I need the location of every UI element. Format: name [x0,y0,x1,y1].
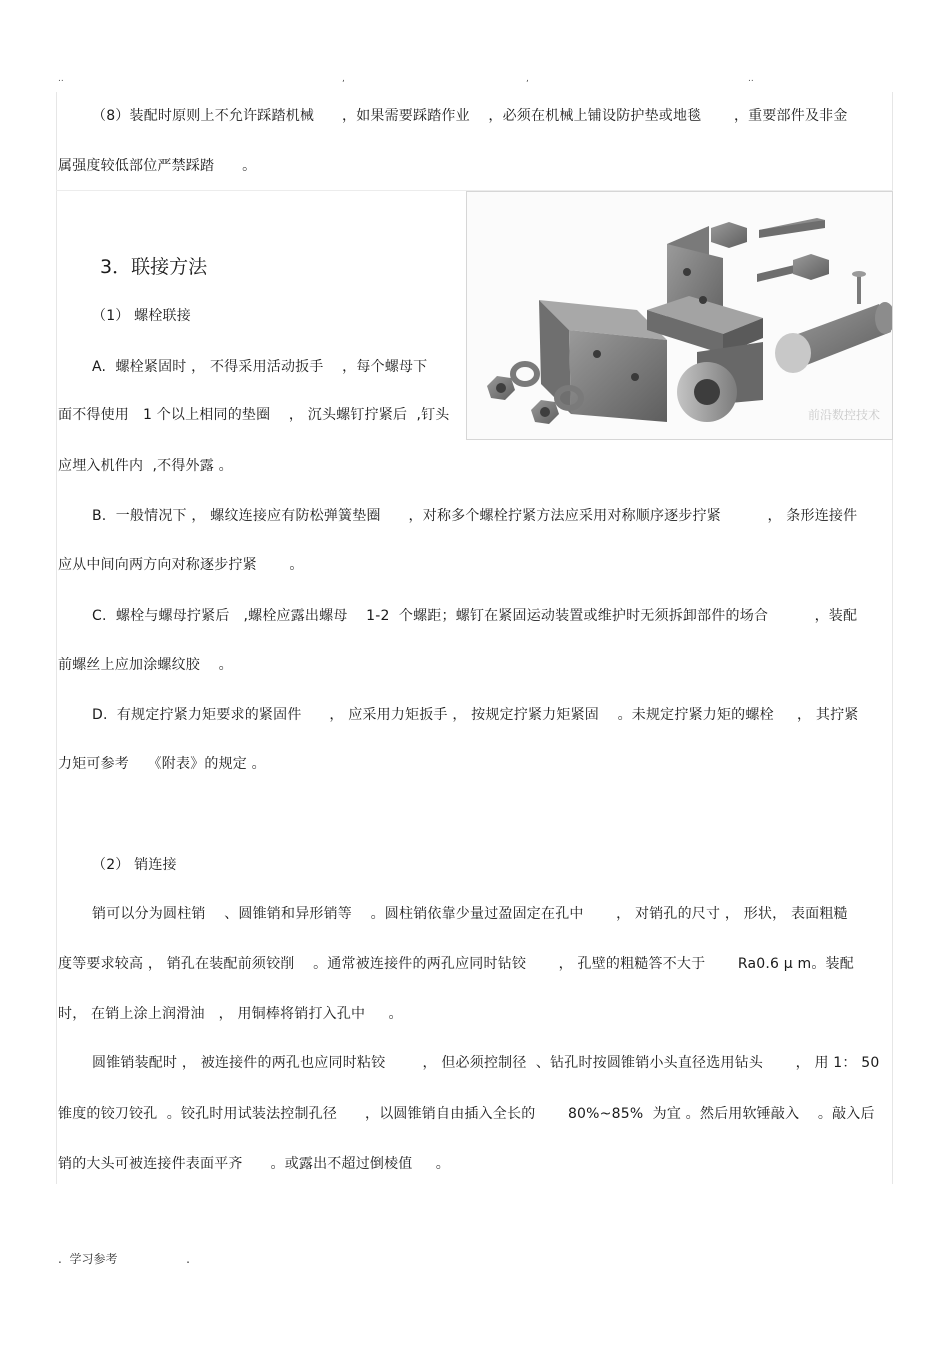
pin-p2-line-1: 圆锥销装配时 ， 被连接件的两孔也应同时粘铰 ， 但必须控制径 、钻孔时按圆锥销小头直径选用钻头 ， 用 1： 50 [92,1055,880,1071]
pin-subtitle: （2） 销连接 [92,857,177,873]
hex-nut [531,400,559,424]
pin-p1-line-1: 销可以分为圆柱销 、圆锥销和异形销等 。圆柱销依靠少量过盈固定在孔中 ， 对销孔的尺寸 ， 形状， 表面粗糙 [92,906,848,922]
bolt-a-line-2: 面不得使用 1 个以上相同的垫圈 ， 沉头螺钉拧紧后 ,钉头 [58,407,450,423]
pin-p2-line-2: 锥度的铰刀铰孔 。铰孔时用试装法控制孔径 ，以圆锥销自由插入全长的 80%~85% 为宜 。然后用软锤敲入 。敲入后 [58,1106,875,1122]
page-footer: . 学习参考 . [58,1252,190,1266]
bolt-subtitle: （1） 螺栓联接 [92,308,191,324]
hex-bolt [757,254,829,282]
bolt-b-line-1: B. 一般情况下 ， 螺纹连接应有防松弹簧垫圈 ，对称多个螺栓拧紧方法应采用对称顺序逐步拧紧 ， 条形连接件 [92,508,858,524]
bolt-d-line-1: D. 有规定拧紧力矩要求的紧固件 ， 应采用力矩扳手 ， 按规定拧紧力矩紧固 。未规定拧紧力矩的螺栓 ， 其拧紧 [92,707,859,723]
bolt-c-line-2: 前螺丝上应加涂螺纹胶 。 [58,657,233,673]
header-mark: .. [748,74,754,84]
pin-p2-line-3: 销的大头可被连接件表面平齐 。或露出不超过倒棱值 。 [58,1156,450,1172]
header-marks [0,74,950,88]
page-frame-left [56,92,57,1184]
bolt-a-line-3: 应埋入机件内 ,不得外露 。 [58,458,233,474]
cylinder-pin [775,271,892,373]
header-mark: .. [58,74,64,84]
paragraph-8-line-2: 属强度较低部位严禁踩踏 。 [58,158,257,174]
hex-bolt [711,218,825,248]
bolt-a-line-1: A. 螺栓紧固时 ， 不得采用活动扳手 ，每个螺母下 [92,359,428,375]
bolt-c-line-1: C. 螺栓与螺母拧紧后 ,螺栓应露出螺母 1-2 个螺距；螺钉在紧固运动装置或维护时无须拆卸部件的场合 ，装配 [92,608,858,624]
figure-watermark: 前沿数控技术 [807,408,880,422]
header-mark: , [526,74,529,84]
header-mark: , [342,74,345,84]
bolt-b-line-2: 应从中间向两方向对称逐步拧紧 。 [58,557,304,573]
hex-nut [487,376,515,400]
pin-p1-line-3: 时， 在销上涂上润滑油 ， 用铜棒将销打入孔中 。 [58,1006,403,1022]
bolt-assembly-figure [466,191,893,440]
bolt-d-line-2: 力矩可参考 《附表》的规定 。 [58,756,266,772]
paragraph-8-line-1: （8）装配时原则上不允许踩踏机械 ，如果需要踩踏作业 ，必须在机械上铺设防护垫或地毯 ，重要部件及非金 [92,108,848,124]
exploded-assembly-illustration [467,192,892,439]
section-heading: 3．联接方法 [100,256,208,278]
washer [513,364,537,384]
pin-p1-line-2: 度等要求较高 ， 销孔在装配前须铰削 。通常被连接件的两孔应同时钻铰 ， 孔壁的粗糙答不大于 Ra0.6 μ m。装配 [58,956,854,972]
